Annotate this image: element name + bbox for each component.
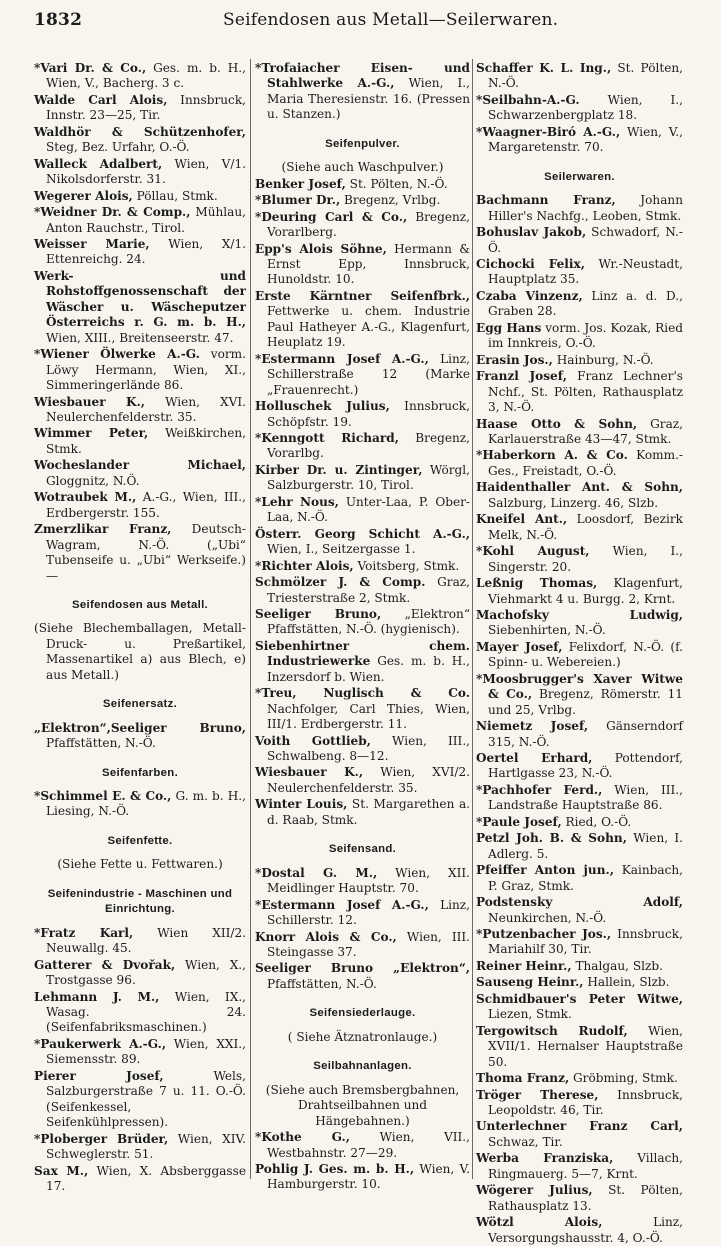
- directory-entry: [34, 93, 246, 124]
- directory-entry: [34, 237, 246, 268]
- directory-entry: [34, 269, 246, 346]
- entry-details: Pöllau, Stmk.: [132, 188, 218, 203]
- entry-details: Nachfolger, Carl Thies, Wien, III/1. Erdbergerstr. 11.: [267, 701, 470, 732]
- entry-name: Franzl Josef,: [476, 369, 567, 384]
- entry-name: Reiner Heinr.,: [476, 958, 572, 973]
- entry-name: Pohlig J. Ges. m. b. H.,: [255, 1162, 415, 1176]
- entry-details: Bregenz, Vrlbg.: [340, 193, 441, 208]
- entry-details: (Siehe Blechemballagen, Metall-Druck- u. Preßartikel, Massenartikel a) aus Blech, e) aus Metall.): [34, 621, 246, 682]
- entry-name: Siebenhirtner chem. Industriewerke: [255, 638, 470, 669]
- directory-entry: [476, 751, 683, 782]
- entry-name: Mayer Josef,: [476, 639, 563, 654]
- directory-entry: [34, 1164, 246, 1195]
- directory-entry: [255, 352, 470, 398]
- directory-entry: [255, 575, 470, 606]
- entry-name: Tröger Therese,: [476, 1087, 599, 1102]
- directory-entry: [476, 672, 683, 718]
- entry-details: Hallein, Slzb.: [583, 975, 670, 990]
- directory-entry: [255, 210, 470, 241]
- entry-name: Lehmann J. M.,: [34, 989, 160, 1004]
- entry-name: Erste Kärntner Seifenfbrk.,: [255, 288, 470, 303]
- entry-details: Linz a. d. D., Graben 28.: [488, 288, 683, 319]
- entry-details: Johann Hiller's Nachfg., Leoben, Stmk.: [488, 193, 683, 223]
- directory-entry: [255, 1083, 470, 1129]
- entry-details: Wien, XIV. Schweglerstr. 51.: [46, 1131, 246, 1162]
- entry-details: Steg, Bez. Urfahr, O.-Ö.: [46, 140, 190, 155]
- entry-details: Innsbruck, Leopoldstr. 46, Tir.: [488, 1087, 683, 1117]
- column-rule-1: [250, 59, 251, 1179]
- entry-name: Petzl Joh. B. & Sohn,: [476, 831, 627, 846]
- entry-name: *Seilbahn-A.-G.: [476, 92, 580, 107]
- entry-details: Siebenhirten, N.-Ö.: [488, 623, 606, 638]
- entry-details: Fettwerke u. chem. Industrie Paul Hatheyer A.-G., Klagenfurt, Heuplatz 19.: [267, 304, 470, 350]
- directory-entry: [34, 958, 246, 989]
- directory-entry: [34, 926, 246, 957]
- directory-entry: [476, 353, 683, 368]
- entry-details: Pfaffstätten, N.-Ö.: [267, 976, 377, 991]
- entry-details: G. m. b. H., Liesing, N.-Ö.: [46, 789, 246, 819]
- entry-details: Wien, IX., Wasag. 24. (Seifenfabriksmaschinen.): [46, 989, 247, 1035]
- entry-details: Wien, III., Schwalbeng. 8—12.: [267, 733, 471, 764]
- directory-entry: [476, 289, 683, 320]
- entry-name: Niemetz Josef,: [476, 719, 589, 734]
- entry-name: Wimmer Peter,: [34, 426, 149, 441]
- entry-details: Voitsberg, Stmk.: [353, 558, 460, 573]
- directory-entry: [476, 512, 683, 543]
- entry-name: Oertel Erhard,: [476, 751, 593, 766]
- entry-name: Sauseng Heinr.,: [476, 975, 584, 990]
- directory-entry: [34, 125, 246, 156]
- section-heading: Seifenfette.: [107, 834, 173, 847]
- entry-details: Thalgau, Slzb.: [571, 958, 663, 973]
- directory-entry: [34, 157, 246, 188]
- entry-name: Walleck Adalbert,: [34, 156, 163, 171]
- entry-name: Seeliger Bruno,: [255, 606, 382, 621]
- entry-name: Voith Gottlieb,: [255, 733, 371, 748]
- entry-name: Cichocki Felix,: [476, 256, 585, 271]
- page-header: [34, 10, 684, 34]
- entry-name: Wocheslander Michael,: [34, 458, 246, 473]
- directory-entry: [255, 898, 470, 929]
- directory-entry: [34, 789, 246, 820]
- entry-details: Linz, Versorgungshausstr. 4, O.-Ö.: [488, 1215, 684, 1245]
- directory-entry: [34, 347, 246, 393]
- entry-details: Wr.-Neustadt, Hauptplatz 35.: [488, 256, 683, 287]
- entry-details: Wien, XXI., Siemensstr. 89.: [46, 1036, 246, 1067]
- entry-details: Wien, I., Schwarzenbergplatz 18.: [488, 92, 683, 123]
- directory-entry: [34, 990, 246, 1036]
- entry-name: Österr. Georg Schicht A.-G.,: [255, 526, 470, 541]
- entry-details: Gloggnitz, N.Ö.: [46, 473, 140, 488]
- entry-details: Neunkirchen, N.-Ö.: [488, 910, 607, 925]
- entry-details: Wien XII/2. Neuwallg. 45.: [46, 925, 247, 956]
- directory-entry: [476, 719, 683, 750]
- section-heading: Seifenindustrie - Maschinen und Einrichtung.: [47, 887, 233, 916]
- directory-entry: [34, 721, 246, 752]
- entry-details: Unter-Laa, P. Ober-Laa, N.-Ö.: [267, 494, 470, 525]
- entry-name: Haase Otto & Sohn,: [476, 416, 638, 431]
- directory-entry: [476, 417, 683, 448]
- directory-entry: [255, 961, 470, 992]
- entry-details: Wien, I., Seitzergasse 1.: [267, 542, 416, 557]
- entry-details: Mühlau, Anton Rauchstr., Tirol.: [46, 205, 246, 235]
- directory-entry: [476, 480, 683, 511]
- entry-details: Hainburg, N.-Ö.: [552, 352, 654, 367]
- entry-details: Bregenz, Vorarlbg.: [267, 430, 471, 461]
- entry-name: Wiesbauer K.,: [255, 765, 364, 780]
- directory-entry: [476, 1183, 683, 1214]
- entry-details: Wien, VII., Westbahnstr. 27—29.: [267, 1130, 470, 1160]
- directory-entry: [476, 895, 683, 926]
- directory-entry: [34, 189, 246, 204]
- entry-name: *Vari Dr. & Co.,: [34, 61, 147, 75]
- entry-name: *Ploberger Brüder,: [34, 1131, 169, 1146]
- directory-entry: [255, 1130, 470, 1161]
- entry-details: Wien, V/1. Nikolsdorferstr. 31.: [46, 156, 246, 187]
- directory-entry: [255, 463, 470, 494]
- directory-entry: [476, 640, 683, 671]
- column-3: [476, 61, 684, 1245]
- entry-details: Wien, III. Steingasse 37.: [267, 929, 470, 960]
- entry-name: Bohuslav Jakob,: [476, 225, 587, 240]
- entry-name: *Kohl August,: [476, 544, 590, 559]
- entry-name: Werk- und Rohstoffgenossenschaft der Wäscher u. Wäscheputzer Österreichs r. G. m. b. H.,: [34, 268, 246, 330]
- entry-details: Wien, I. Adlerg. 5.: [488, 831, 683, 861]
- entry-name: Erasin Jos.,: [476, 352, 553, 367]
- directory-entry: [34, 1069, 246, 1131]
- directory-entry: [34, 1132, 246, 1163]
- entry-details: Wels, Salzburgerstraße 7 u. 11. O.-Ö. (Seifenkessel, Seifenkühlpressen).: [46, 1068, 246, 1130]
- entry-name: *Schimmel E. & Co.,: [34, 789, 172, 804]
- entry-details: Gröbming, Stmk.: [569, 1071, 678, 1086]
- entry-details: Wien, III., Landstraße Hauptstraße 86.: [488, 782, 683, 813]
- entry-details: ( Siehe Ätznatronlauge.): [287, 1029, 438, 1044]
- directory-entry: [34, 426, 246, 457]
- column-1: [34, 61, 247, 1193]
- directory-entry: [476, 1088, 683, 1119]
- entry-name: *Moosbrugger's Xaver Witwe & Co.,: [476, 671, 683, 702]
- directory-entry: [34, 1037, 246, 1068]
- entry-name: Wotraubek M.,: [34, 490, 137, 505]
- directory-entry: [476, 1024, 683, 1070]
- section-heading: Seilerwaren.: [544, 170, 615, 183]
- entry-details: Schwadorf, N.-Ö.: [488, 225, 683, 255]
- entry-details: Pfaffstätten, N.-Ö.: [46, 736, 156, 751]
- entry-name: *Richter Alois,: [255, 558, 354, 573]
- directory-entry: [255, 734, 470, 765]
- entry-details: Villach, Ringmauerg. 5—7, Krnt.: [488, 1151, 683, 1181]
- section-heading: Seifensiederlauge.: [309, 1007, 416, 1020]
- directory-entry: [34, 621, 246, 683]
- entry-details: (Siehe auch Waschpulver.): [281, 160, 444, 175]
- entry-name: *Fratz Karl,: [34, 925, 134, 940]
- entry-details: A.-G., Wien, III., Erdbergerstr. 155.: [46, 490, 246, 520]
- page-number: 1832: [34, 10, 83, 30]
- entry-details: Wien, X/1. Ettenreichg. 24.: [46, 236, 246, 267]
- entry-details: Ried, O.-Ö.: [561, 814, 632, 829]
- directory-entry: [476, 815, 683, 830]
- directory-entry: [255, 686, 470, 732]
- directory-entry: [255, 607, 470, 638]
- entry-details: Weißkirchen, Stmk.: [46, 426, 246, 456]
- entry-name: *Weidner Dr. & Comp.,: [34, 205, 191, 220]
- directory-entry: [476, 576, 683, 607]
- entry-details: „Elektron“ Pfaffstätten, N.-Ö. (hygienisch).: [267, 606, 470, 637]
- entry-details: St. Pölten, N.-Ö.: [345, 176, 448, 191]
- running-title: Seifendosen aus Metall—Seilerwaren.: [223, 10, 559, 30]
- entry-name: *Deuring Carl & Co.,: [255, 209, 408, 224]
- directory-entry: [476, 959, 683, 974]
- entry-details: St. Pölten, N.-Ö.: [488, 61, 683, 91]
- directory-entry: [255, 61, 470, 123]
- entry-name: Unterlechner Franz Carl,: [476, 1119, 683, 1134]
- entry-name: Schmölzer J. & Comp.: [255, 575, 426, 590]
- directory-entry: [34, 490, 246, 521]
- entry-name: Benker Josef,: [255, 176, 346, 191]
- directory-entry: [476, 1071, 683, 1086]
- entry-details: Klagenfurt, Viehmarkt 4 u. Burgg. 2, Krnt.: [488, 576, 683, 606]
- entry-name: Knorr Alois & Co.,: [255, 929, 397, 944]
- entry-name: Leßnig Thomas,: [476, 576, 598, 591]
- entry-details: Gänserndorf 315, N.-Ö.: [488, 719, 683, 749]
- directory-entry: [255, 193, 470, 208]
- entry-name: Zmerzlikar Franz,: [34, 522, 172, 537]
- entry-name: *Estermann Josef A.-G.,: [255, 351, 429, 366]
- directory-entry: [476, 927, 683, 958]
- entry-details: Linz, Schillerstraße 12 (Marke „Frauenrecht.): [267, 351, 470, 397]
- entry-name: Werba Franziska,: [476, 1151, 614, 1166]
- entry-name: Wögerer Julius,: [476, 1183, 593, 1198]
- entry-name: Tergowitsch Rudolf,: [476, 1023, 628, 1038]
- entry-details: St. Margarethen a. d. Raab, Stmk.: [267, 797, 470, 827]
- entry-name: *Trofaiacher Eisen- und Stahlwerke A.-G.,: [255, 61, 470, 91]
- entry-name: Thoma Franz,: [476, 1071, 570, 1086]
- entry-name: „Elektron“,Seeliger Bruno,: [34, 720, 246, 735]
- entry-details: Bregenz, Römerstr. 11 und 25, Vrlbg.: [488, 687, 684, 717]
- directory-entry: [255, 930, 470, 961]
- directory-entry: [476, 93, 683, 124]
- entry-details: Wien, XII. Meidlinger Hauptstr. 70.: [267, 865, 470, 896]
- entry-details: Felixdorf, N.-Ö. (f. Spinn- u. Webereien.): [488, 639, 683, 670]
- directory-entry: [476, 225, 683, 256]
- directory-entry: [255, 242, 470, 288]
- entry-details: Wien, I., Maria Theresienstr. 16. (Pressen u. Stanzen.): [267, 76, 470, 122]
- directory-entry: [476, 448, 683, 479]
- directory-entry: [476, 1151, 683, 1182]
- entry-name: Wiesbauer K.,: [34, 394, 145, 409]
- entry-details: Wörgl, Salzburgerstr. 10, Tirol.: [267, 462, 470, 493]
- directory-entry: [476, 193, 683, 224]
- column-rule-2: [472, 59, 473, 1179]
- entry-name: *Treu, Nuglisch & Co.: [255, 686, 470, 701]
- column-2: [255, 61, 471, 1192]
- entry-name: Wötzl Alois,: [476, 1215, 603, 1230]
- directory-entry: [476, 61, 683, 92]
- directory-entry: [34, 522, 246, 584]
- entry-details: Komm.-Ges., Freistadt, O.-Ö.: [488, 448, 683, 478]
- entry-name: *Paukerwerk A.-G.,: [34, 1036, 167, 1051]
- entry-details: Wien, V., Margaretenstr. 70.: [488, 124, 683, 155]
- entry-details: Innsbruck, Mariahilf 30, Tir.: [488, 927, 683, 957]
- entry-name: Wegerer Alois,: [34, 188, 133, 203]
- entry-name: Epp's Alois Söhne,: [255, 241, 387, 256]
- entry-details: Wien, XVI. Neulerchenfelderstr. 35.: [46, 394, 246, 424]
- entry-details: Schwaz, Tir.: [488, 1134, 563, 1149]
- directory-entry: [476, 369, 683, 415]
- entry-details: Pottendorf, Hartlgasse 23, N.-Ö.: [488, 751, 683, 781]
- entry-name: Seeliger Bruno „Elektron“,: [255, 961, 470, 976]
- entry-details: Bregenz, Vorarlberg.: [267, 209, 470, 240]
- entry-name: *Paule Josef,: [476, 814, 562, 829]
- directory-entry: [255, 399, 470, 430]
- entry-name: Kneifel Ant.,: [476, 512, 568, 527]
- section-heading: Seifenfarben.: [101, 766, 179, 779]
- entry-name: Holluschek Julius,: [255, 399, 390, 414]
- directory-entry: [476, 608, 683, 639]
- entry-name: *Wiener Ölwerke A.-G.: [34, 347, 200, 362]
- entry-details: (Siehe auch Bremsbergbahnen, Drahtseilbahnen und Hängebahnen.): [265, 1082, 460, 1128]
- entry-name: Winter Louis,: [255, 797, 348, 812]
- entry-name: Pfeiffer Anton jun.,: [476, 863, 614, 878]
- section-heading: Seifenpulver.: [325, 137, 400, 150]
- entry-details: Kainbach, P. Graz, Stmk.: [488, 863, 683, 893]
- directory-entry: [476, 992, 683, 1023]
- entry-name: *Estermann Josef A.-G.,: [255, 897, 429, 912]
- entry-name: Waldhör & Schützenhofer,: [34, 124, 246, 139]
- directory-entry: [476, 975, 683, 990]
- directory-entry: [255, 1162, 470, 1193]
- entry-details: Innsbruck, Innstr. 23—25, Tir.: [46, 92, 246, 123]
- directory-entry: [255, 1030, 470, 1045]
- directory-entry: [476, 544, 683, 575]
- entry-details: Deutsch-Wagram, N.-Ö. („Ubi“ Tubenseife u. „Ubi“ Werkseife.) —: [46, 522, 247, 583]
- entry-details: Ges. m. b. H., Wien, V., Bacherg. 3 c.: [46, 61, 246, 91]
- directory-entry: [255, 559, 470, 574]
- entry-name: Weisser Marie,: [34, 236, 150, 251]
- entry-name: *Dostal G. M.,: [255, 865, 378, 880]
- directory-entry: [255, 289, 470, 351]
- entry-name: *Kenngott Richard,: [255, 430, 399, 445]
- directory-entry: [255, 431, 470, 462]
- entry-name: *Lehr Nous,: [255, 494, 339, 509]
- entry-details: Hermann & Ernst Epp, Innsbruck, Hunoldstr. 10.: [267, 241, 470, 287]
- directory-entry: [34, 395, 246, 426]
- directory-entry: [476, 125, 683, 156]
- section-heading: Seifenersatz.: [102, 698, 178, 711]
- entry-details: St. Pölten, Rathausplatz 13.: [488, 1183, 683, 1213]
- entry-details: Ges. m. b. H., Inzersdorf b. Wien.: [267, 654, 470, 684]
- directory-entry: [34, 857, 246, 872]
- entry-details: vorm. Jos. Kozak, Ried im Innkreis, O.-Ö.: [488, 320, 683, 351]
- entry-details: Loosdorf, Bezirk Melk, N.-Ö.: [488, 512, 683, 542]
- directory-entry: [255, 160, 470, 175]
- entry-name: *Pachhofer Ferd.,: [476, 782, 603, 797]
- entry-name: *Kothe G.,: [255, 1130, 350, 1145]
- entry-name: *Blumer Dr.,: [255, 193, 341, 208]
- entry-name: Schmidbauer's Peter Witwe,: [476, 991, 683, 1006]
- directory-entry: [476, 257, 683, 288]
- entry-details: Innsbruck, Schöpfstr. 19.: [267, 399, 470, 429]
- section-heading: Seilbahnanlagen.: [313, 1060, 412, 1073]
- directory-entry: [34, 205, 246, 236]
- entry-name: Gatterer & Dvořak,: [34, 957, 176, 972]
- directory-entry: [255, 765, 470, 796]
- directory-entry: [255, 797, 470, 828]
- entry-name: Pierer Josef,: [34, 1068, 164, 1083]
- directory-entry: [476, 321, 683, 352]
- entry-name: Podstensky Adolf,: [476, 895, 683, 910]
- directory-entry: [255, 527, 470, 558]
- entry-name: Kirber Dr. u. Zintinger,: [255, 462, 423, 477]
- entry-details: Graz, Triesterstraße 2, Stmk.: [267, 575, 470, 605]
- entry-name: Czaba Vinzenz,: [476, 288, 583, 303]
- directory-entry: [255, 639, 470, 685]
- directory-entry: [34, 458, 246, 489]
- entry-name: Machofsky Ludwig,: [476, 607, 683, 622]
- entry-name: *Waagner-Biró A.-G.,: [476, 124, 621, 139]
- entry-name: Egg Hans: [476, 320, 542, 335]
- entry-details: vorm. Löwy Hermann, Wien, XI., Simmeringerlände 86.: [46, 347, 246, 393]
- entry-name: Walde Carl Alois,: [34, 92, 168, 107]
- directory-entry: [476, 831, 683, 862]
- directory-entry: [476, 783, 683, 814]
- directory-entry: [476, 1119, 683, 1150]
- entry-details: Linz, Schillerstr. 12.: [267, 897, 470, 928]
- entry-details: Franz Lechner's Nchf., St. Pölten, Rathausplatz 3, N.-Ö.: [488, 369, 683, 415]
- entry-name: *Putzenbacher Jos.,: [476, 927, 612, 942]
- entry-details: Wien, XVI/2. Neulerchenfelderstr. 35.: [267, 765, 470, 795]
- entry-details: (Siehe Fette u. Fettwaren.): [57, 857, 223, 872]
- entry-details: Wien, V. Hamburgerstr. 10.: [267, 1162, 471, 1192]
- entry-details: Wien, XIII., Breitenseerstr. 47.: [46, 330, 234, 345]
- directory-entry: [255, 495, 470, 526]
- entry-name: Sax M.,: [34, 1163, 89, 1178]
- directory-entry: [476, 863, 683, 894]
- directory-entry: [34, 61, 246, 92]
- entry-name: Bachmann Franz,: [476, 193, 616, 208]
- entry-name: *Haberkorn A. & Co.: [476, 448, 628, 463]
- directory-entry: [476, 1215, 683, 1246]
- directory-entry: [255, 866, 470, 897]
- section-heading: Seifendosen aus Metall.: [71, 598, 209, 611]
- entry-details: Wien, XVII/1. Hernalser Hauptstraße 50.: [488, 1023, 683, 1069]
- entry-details: Wien, X. Absberggasse 17.: [46, 1163, 246, 1193]
- entry-name: Haidenthaller Ant. & Sohn,: [476, 480, 683, 495]
- section-heading: Seifensand.: [328, 843, 397, 856]
- entry-details: Salzburg, Linzerg. 46, Slzb.: [488, 495, 659, 510]
- entry-details: Graz, Karlauerstraße 43—47, Stmk.: [488, 416, 683, 446]
- entry-details: Liezen, Stmk.: [488, 1007, 572, 1022]
- entry-name: Schaffer K. L. Ing.,: [476, 61, 612, 75]
- entry-details: Wien, X., Trostgasse 96.: [46, 957, 246, 988]
- directory-entry: [255, 177, 470, 192]
- entry-details: Wien, I., Singerstr. 20.: [488, 544, 683, 574]
